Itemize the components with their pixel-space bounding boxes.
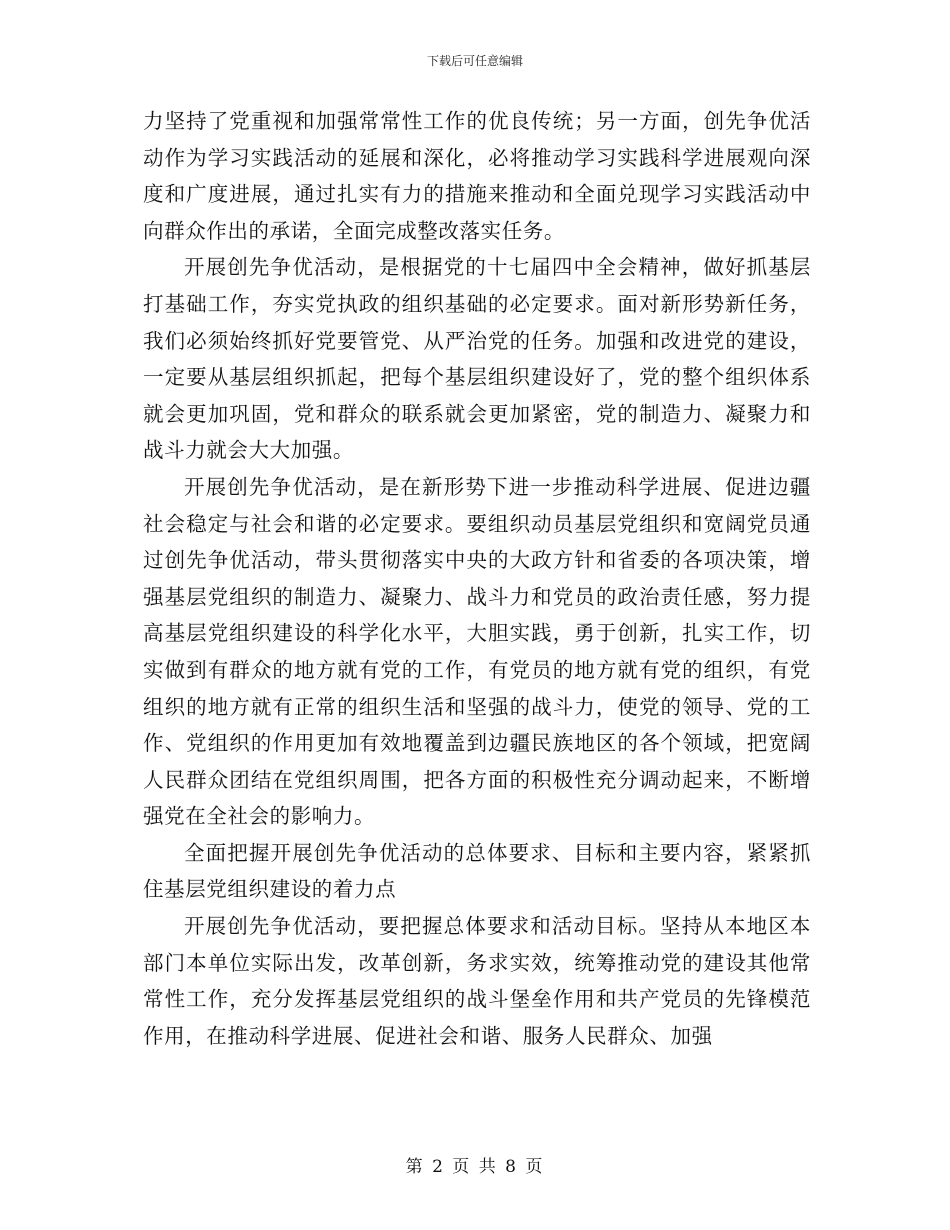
total-pages-number: 8: [505, 1157, 518, 1177]
footer-middle: 页 共: [452, 1157, 498, 1177]
paragraph-3: 开展创先争优活动，是在新形势下进一步推动科学进展、促进边疆社会稳定与社会和谐的必定要求。要组织动员基层党组织和宽阔党员通过创先争优活动，带头贯彻落实中央的大政方针和省委的各项决策，增强基层党组织的制造力、凝聚力、战斗力和党员的政治责任感，努力提高基层党组织建设的科学化水平，大胆实践，勇于创新，扎实工作，切实做到有群众的地方就有党的工作，有党员的地方就有党的组织，有党组织的地方就有正常的组织生活和坚强的战斗力，使党的领导、党的工作、党组织的作用更加有效地覆盖到边疆民族地区的各个领域，把宽阔人民群众团结在党组织周围，把各方面的积极性充分调动起来，不断增强党在全社会的影响力。: [143, 474, 811, 829]
footer-prefix: 第: [405, 1157, 425, 1177]
document-body: [143, 103, 811, 1054]
paragraph-1: 力坚持了党重视和加强常常性工作的优良传统；另一方面，创先争优活动作为学习实践活动的延展和深化，必将推动学习实践科学进展观向深度和广度进展，通过扎实有力的措施来推动和全面兑现学习实践活动中向群众作出的承诺，全面完成整改落实任务。: [143, 109, 811, 243]
paragraph-2: 开展创先争优活动，是根据党的十七届四中全会精神，做好抓基层打基础工作，夯实党执政的组织基础的必定要求。面对新形势新任务，我们必须始终抓好党要管党、从严治党的任务。加强和改进党的建设，一定要从基层组织抓起，把每个基层组织建设好了，党的整个组织体系就会更加巩固，党和群众的联系就会更加紧密，党的制造力、凝聚力和战斗力就会大大加强。: [143, 255, 811, 463]
page-number-footer: [0, 1152, 950, 1177]
current-page-number: 2: [432, 1157, 445, 1177]
footer-suffix: 页: [525, 1157, 545, 1177]
header-note: 下载后可任意编辑: [426, 54, 523, 68]
paragraph-4: 开展创先争优活动，要把握总体要求和活动目标。坚持从本地区本部门本单位实际出发，改革创新，务求实效，统筹推动党的建设其他常常性工作，充分发挥基层党组织的战斗堡垒作用和共产党员的先锋模范作用，在推动科学进展、促进社会和谐、服务人民群众、加强: [143, 914, 811, 1048]
section-heading: 全面把握开展创先争优活动的总体要求、目标和主要内容，紧紧抓住基层党组织建设的着力点: [143, 840, 811, 902]
